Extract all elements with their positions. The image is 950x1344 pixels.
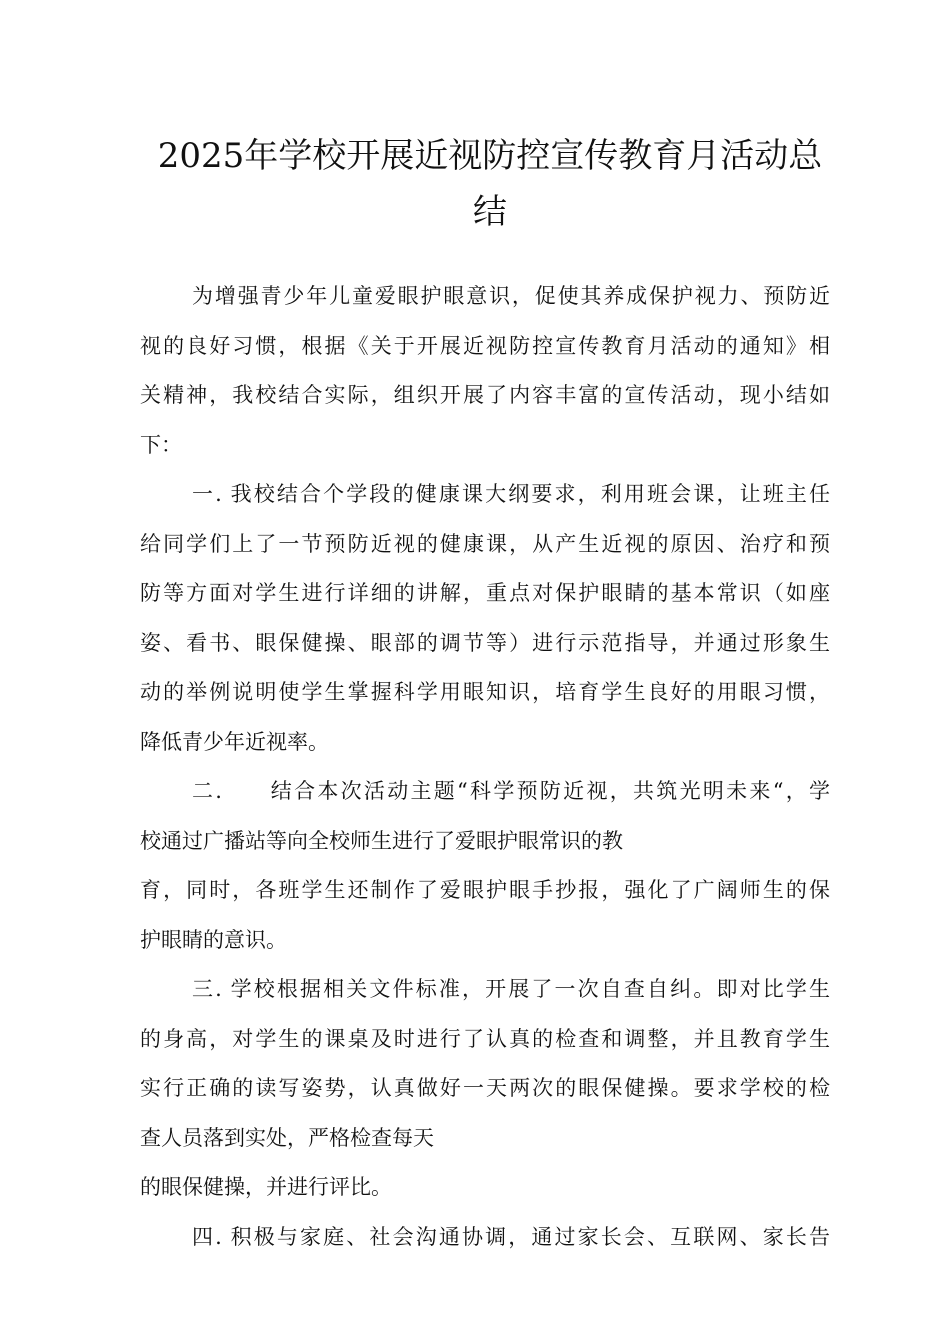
paragraph-line: 视的良好习惯，根据《关于开展近视防控宣传教育月活动的通知》相 xyxy=(140,333,830,358)
document-body xyxy=(140,272,830,1262)
paragraph-line: 给同学们上了一节预防近视的健康课，从产生近视的原因、治疗和预 xyxy=(140,531,830,556)
document-title xyxy=(120,128,860,240)
paragraph-line: 一. 我校结合个学段的健康课大纲要求，利用班会课，让班主任 xyxy=(192,482,830,506)
paragraph-line: 护眼睛的意识。 xyxy=(140,927,287,952)
paragraph-line: 为增强青少年儿童爱眼护眼意识，促使其养成保护视力、预防近 xyxy=(192,284,830,308)
title-line-2: 结 xyxy=(473,192,507,232)
paragraph-line: 四. 积极与家庭、社会沟通协调，通过家长会、互联网、家长告 xyxy=(192,1224,830,1249)
paragraph-line: 动的举例说明使学生掌握科学用眼知识，培育学生良好的用眼习惯， xyxy=(140,680,830,704)
paragraph-line: 的身高，对学生的课桌及时进行了认真的检查和调整，并且教育学生 xyxy=(140,1026,830,1051)
paragraph-line: 实行正确的读写姿势，认真做好一天两次的眼保健操。要求学校的检 xyxy=(140,1076,830,1100)
paragraph-line: 三. 学校根据相关文件标准，开展了一次自查自纠。即对比学生 xyxy=(192,977,830,1001)
paragraph-line: 下： xyxy=(140,432,182,457)
paragraph-line: 的眼保健操，并进行评比。 xyxy=(140,1175,392,1199)
paragraph-line: 校通过广播站等向全校师生进行了爱眼护眼常识的教 xyxy=(140,828,623,853)
paragraph-line: 二. 结合本次活动主题“科学预防近视，共筑光明未来“，学 xyxy=(192,779,830,803)
paragraph-line: 关精神，我校结合实际，组织开展了内容丰富的宣传活动，现小结如 xyxy=(140,383,830,407)
paragraph-line: 防等方面对学生进行详细的讲解，重点对保护眼睛的基本常识（如座 xyxy=(140,581,830,605)
paragraph-line: 查人员落到实处，严格检查每天 xyxy=(140,1125,434,1150)
paragraph-line: 姿、看书、眼保健操、眼部的调节等）进行示范指导，并通过形象生 xyxy=(140,630,830,655)
paragraph-line: 降低青少年近视率。 xyxy=(140,729,329,754)
paragraph-line: 育，同时，各班学生还制作了爱眼护眼手抄报，强化了广阔师生的保 xyxy=(140,878,830,902)
title-line-1: 2025年学校开展近视防控宣传教育月活动总 xyxy=(157,136,823,176)
